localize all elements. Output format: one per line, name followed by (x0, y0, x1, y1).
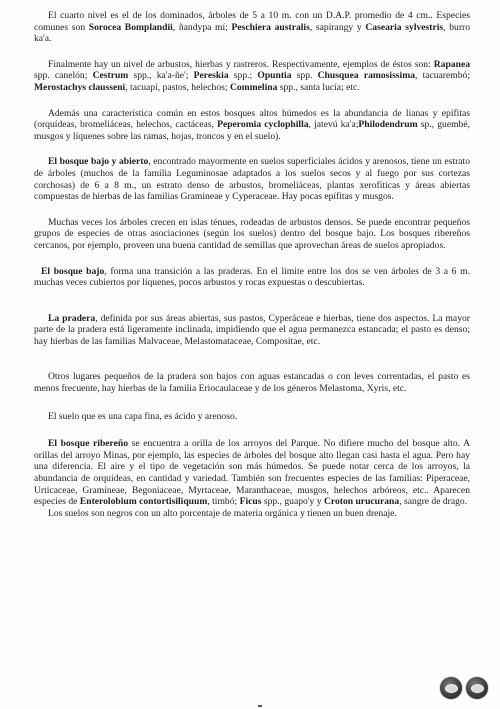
bold-term: Chusquea ramosissima (317, 70, 415, 82)
bold-term: La pradera (48, 312, 96, 324)
bold-term: Enterolobium contortisiliquum (79, 496, 208, 508)
text-run: El suelo que es una capa fina, es ácido y arenoso. (48, 410, 238, 422)
bold-term: Croton urucurana (323, 496, 400, 508)
text-run: spp., ka'a-ñe'; (128, 70, 194, 82)
text-run: , sangre de drago. (399, 496, 468, 508)
bold-term: Philodendrum (358, 119, 418, 131)
paragraph (34, 217, 470, 252)
text-run: , ñandypa mí; (172, 21, 232, 33)
previous-page-button[interactable] (440, 677, 462, 699)
paragraph (34, 156, 470, 202)
paragraph (34, 508, 470, 520)
text-run: spp.; (228, 70, 258, 82)
paragraph (34, 438, 470, 508)
bold-term: Rapanea (433, 58, 470, 70)
bold-term: Opuntia (257, 70, 292, 82)
viewer-controls (440, 677, 488, 699)
paragraph (34, 59, 470, 94)
body-text (34, 10, 470, 519)
paragraph (34, 411, 470, 423)
text-run: El cuarto nivel es el de los dominados, árboles de 5 a 10 m. con un D.A.P. promedio de 4 cm.. Especies comunes son (34, 10, 470, 33)
text-run: , encontrado mayormente en suelos superficiales ácidos y arenosos, tiene un estrato de árboles (muchos de la familia Leguminosae adaptados a los suelos secos y al fuego por sus cortezas corchosas) de 6 a 8 m., un estrato denso de arbustos, bromeliáceas, plantas xerofíticas y áreas abiertas compuestas de hierbas de las familias Gramineae y Cyperaceae. Hay pocas epífitas y musgos. (34, 156, 470, 203)
bold-term: Peperomia cyclophilla (217, 119, 309, 131)
text-run: , burro ka'a. (34, 21, 470, 45)
text-run: , sapirangy y (309, 21, 366, 33)
paragraph (34, 108, 470, 143)
text-run: Además una característica común en estos bosques altos húmedos es la abundancia de lianas y epífitas (orquídeas, bromeliáceas, helechos, cactáceas, (34, 107, 470, 131)
text-run: spp., guapo'y y (261, 496, 324, 508)
page-mark (258, 705, 262, 707)
text-run: Muchas veces los árboles crecen en islas ténues, rodeadas de arbustos densos. Se puede encontrar pequeños grupos de especies de otras asociaciones (según los suelos) dentro del bosque bajo. Los bosques ribereños cercanos, por ejemplo, proveen una buena cantidad de semillas que aprovechan áreas de suelos apropiados. (34, 216, 470, 251)
text-run: Finalmente hay un nivel de arbustos, hierbas y rastreros. Respectivamente, ejemplos de éstos son: (48, 58, 434, 70)
text-run: se encuentra a orilla de los arroyos del Parque. No difiere mucho del bosque alto. A orillas del arroyo Minas, por ejemplo, las especies de árboles del bosque alto llegan casi hasta el agua. Pero hay una diferencia. El aire y el tipo de vegetación son más húmedos. Se puede notar cerca de los arroyos, la abundancia de orquídeas, en cantidad y variedad. También son frecuentes especies de las familias: Piperaceae, Urticaceae, Gramíneae, Begoniaceae, Myrtaceae, Maranthaceae, musgos, helechos arbóreos, etc.. Aparecen especies de (34, 438, 471, 508)
paragraph (34, 371, 470, 394)
bold-term: Commelina (229, 81, 278, 93)
text-run: Los suelos son negros con un alto porcentaje de materia orgánica y tienen un buen drenaje. (48, 507, 397, 519)
bold-term: Merostachys clausseni (34, 81, 126, 93)
paragraph (34, 313, 470, 348)
bold-term: Casearia sylvestris (365, 21, 444, 33)
text-run: , tacuapí, pastos, helechos; (125, 81, 230, 93)
bold-term: Sorocea Bomplandii (88, 21, 173, 33)
text-run: , definida por sus áreas abiertas, sus pastos, Cyperáceae e hierbas, tiene dos aspectos. La mayor parte de la pradera está ligeramente inclinada, impidiendo que el agua permanezca estancada; el pasto es denso; hay hierbas de las familias Malvaceae, Melastomataceae, Compositae, etc. (34, 312, 470, 347)
paragraph (34, 266, 470, 289)
text-run: spp., santa lucía; etc. (277, 81, 360, 93)
text-run: Otros lugares pequeños de la pradera son bajos con aguas estancadas o con leves correntadas, el pasto es menos frecuente, hay hierbas de la familia Eriocaulaceae y de los géneros Melastoma, Xyris, etc. (34, 371, 470, 395)
bold-term: El bosque bajo y abierto (48, 156, 149, 168)
eye-icon (471, 684, 484, 693)
paragraph (34, 10, 470, 45)
text-run: , tacuarembó; (415, 70, 470, 82)
eye-icon (445, 684, 458, 693)
bold-term: Cestrum (92, 70, 129, 82)
text-run: spp. canelón; (34, 70, 93, 82)
bold-term: Ficus (239, 496, 262, 508)
bold-term: Peschiera australis (231, 21, 310, 33)
text-run: , jatevú ka'a; (308, 119, 359, 131)
bold-term: Pereskia (193, 70, 229, 82)
bold-term: El bosque ribereño (48, 438, 129, 450)
next-page-button[interactable] (466, 677, 488, 699)
bold-term: El bosque bajo (41, 265, 105, 277)
text-run: spp. (291, 70, 318, 82)
text-run: , timbó; (207, 496, 240, 508)
text-run: , forma una transición a las praderas. En el límite entre los dos se ven árboles de 3 a 6 m. muchas veces cubiertos por líquenes, pocos arbustos y rocas expuestas o descubiertas. (34, 265, 470, 289)
text-run: sp., guembé, musgos y líquenes sobre las ramas, hojas, troncos y en el suelo). (34, 119, 470, 142)
